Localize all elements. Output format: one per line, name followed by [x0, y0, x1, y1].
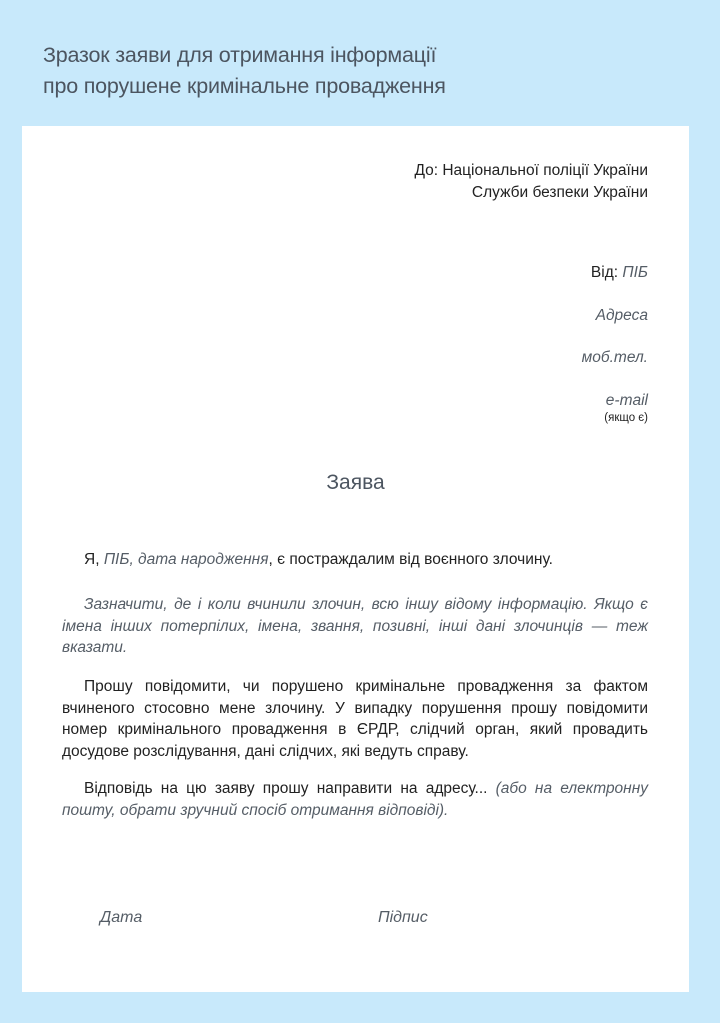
p1-placeholder: ПІБ, дата народження: [103, 551, 269, 568]
addressee-block: [414, 160, 648, 204]
title-line-1: Зразок заяви для отримання інформації: [43, 43, 437, 67]
document-card: [22, 126, 689, 992]
address-placeholder: Адреса: [595, 307, 648, 324]
paragraph-response: [62, 778, 648, 821]
date-label: Дата: [100, 909, 143, 926]
paragraph-request: Прошу повідомити, чи порушено кримінальне провадження за фактом вчиненого стосовно мене злочину. У випадку порушення прошу повідомити номер кримінального провадження в ЄРДР, слідчий орган, який провадить досудове розслідування, дані слідчих, які ведуть справу.: [62, 678, 648, 760]
title-line-2: про порушене кримінальне провадження: [43, 74, 446, 98]
email-note: (якщо є): [604, 412, 648, 424]
paragraph-crime-details: Зазначити, де і коли вчинили злочин, всю іншу відому інформацію. Якщо є імена інших потерпілих, імена, звання, позивні, інші дані злочинців — теж вказати.: [62, 596, 648, 656]
sender-name-line: [591, 264, 648, 282]
page-title: [43, 40, 683, 102]
signature-label: Підпис: [378, 909, 428, 926]
paragraph-identity: [62, 549, 648, 571]
from-label: Від:: [590, 264, 619, 281]
p4-start: Відповідь на цю заяву прошу направити на адресу...: [84, 780, 496, 797]
p4-placeholder: (або на електронну пошту, обрати зручний спосіб отримання відповіді).: [62, 780, 648, 819]
email-placeholder: e-mail: [605, 392, 648, 409]
p1-end: , є постраждалим від воєнного злочину.: [268, 551, 553, 568]
p1-start: Я,: [84, 551, 104, 568]
phone-placeholder: моб.тел.: [581, 349, 648, 366]
document-heading: Заява: [326, 471, 385, 494]
addressee-line-2: Служби безпеки України: [471, 184, 648, 201]
name-placeholder: ПІБ: [622, 264, 648, 281]
addressee-line-1: До: Національної поліції України: [414, 162, 648, 179]
